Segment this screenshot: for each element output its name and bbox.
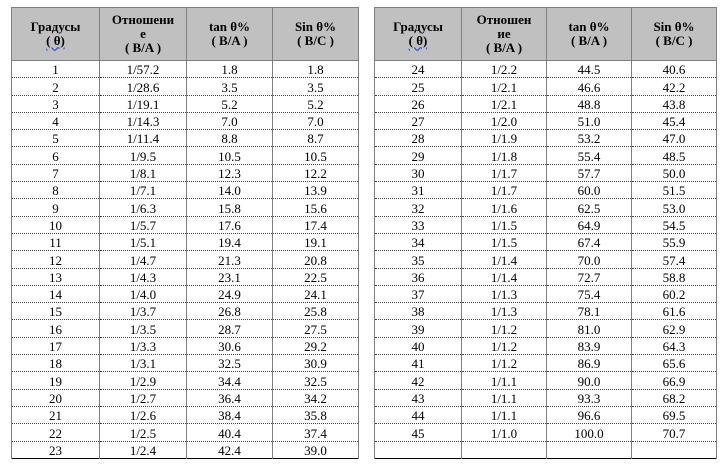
table-row bbox=[375, 268, 717, 285]
cell-tan: 60.0 bbox=[547, 182, 632, 199]
cell-tan: 75.4 bbox=[547, 285, 632, 302]
cell-tan: 34.4 bbox=[187, 372, 273, 389]
table-row bbox=[375, 216, 717, 233]
cell-tan: 67.4 bbox=[547, 233, 632, 250]
cell-sin: 47.0 bbox=[632, 130, 717, 147]
cell-sin: 58.8 bbox=[632, 268, 717, 285]
cell-ratio: 1/3.1 bbox=[100, 355, 187, 372]
header-tan-sub: ( B/A ) bbox=[570, 33, 608, 48]
table-row bbox=[12, 147, 359, 164]
cell-sin: 54.5 bbox=[632, 216, 717, 233]
cell-degrees: 29 bbox=[375, 147, 462, 164]
cell-tan: 3.5 bbox=[187, 78, 273, 95]
cell-tan: 14.0 bbox=[187, 182, 273, 199]
table-row bbox=[12, 216, 359, 233]
header-ratio-label-2: ие bbox=[497, 26, 511, 41]
table-row bbox=[375, 95, 717, 112]
header-tan bbox=[547, 8, 632, 61]
cell-degrees: 41 bbox=[375, 355, 462, 372]
cell-ratio: 1/1.1 bbox=[462, 372, 547, 389]
cell-degrees bbox=[375, 441, 462, 458]
cell-degrees: 8 bbox=[12, 182, 100, 199]
cell-degrees: 39 bbox=[375, 320, 462, 337]
cell-sin: 27.5 bbox=[273, 320, 359, 337]
cell-sin: 42.2 bbox=[632, 78, 717, 95]
header-sin-label: Sin θ% bbox=[653, 19, 695, 34]
cell-sin: 39.0 bbox=[273, 441, 359, 458]
cell-ratio: 1/11.4 bbox=[100, 130, 187, 147]
cell-tan: 90.0 bbox=[547, 372, 632, 389]
cell-sin: 61.6 bbox=[632, 303, 717, 320]
cell-tan: 8.8 bbox=[187, 130, 273, 147]
cell-sin: 40.6 bbox=[632, 61, 717, 78]
cell-ratio: 1/2.4 bbox=[100, 441, 187, 458]
cell-tan: 40.4 bbox=[187, 424, 273, 441]
cell-ratio: 1/1.1 bbox=[462, 406, 547, 423]
table-row bbox=[375, 130, 717, 147]
table-row bbox=[12, 389, 359, 406]
cell-tan: 72.7 bbox=[547, 268, 632, 285]
cell-ratio: 1/1.3 bbox=[462, 285, 547, 302]
cell-ratio: 1/1.7 bbox=[462, 164, 547, 181]
cell-tan: 30.6 bbox=[187, 337, 273, 354]
table-row bbox=[375, 424, 717, 441]
table-row bbox=[375, 355, 717, 372]
cell-ratio: 1/4.0 bbox=[100, 285, 187, 302]
cell-degrees: 12 bbox=[12, 251, 100, 268]
cell-degrees: 2 bbox=[12, 78, 100, 95]
cell-degrees: 9 bbox=[12, 199, 100, 216]
cell-degrees: 44 bbox=[375, 406, 462, 423]
cell-ratio: 1/2.1 bbox=[462, 78, 547, 95]
table-row bbox=[375, 320, 717, 337]
header-tan-sub: ( B/A ) bbox=[211, 33, 248, 48]
cell-ratio: 1/1.0 bbox=[462, 424, 547, 441]
header-ratio-sub: ( B/A ) bbox=[124, 40, 162, 55]
table-row bbox=[12, 320, 359, 337]
table-header-row bbox=[12, 8, 359, 61]
cell-sin: 7.0 bbox=[273, 112, 359, 129]
cell-degrees: 36 bbox=[375, 268, 462, 285]
cell-degrees: 6 bbox=[12, 147, 100, 164]
table-row bbox=[12, 182, 359, 199]
cell-tan: 44.5 bbox=[547, 61, 632, 78]
cell-sin: 32.5 bbox=[273, 372, 359, 389]
cell-degrees: 23 bbox=[12, 441, 100, 458]
table-row bbox=[375, 372, 717, 389]
table-row bbox=[12, 78, 359, 95]
cell-ratio bbox=[462, 441, 547, 458]
cell-tan: 36.4 bbox=[187, 389, 273, 406]
cell-degrees: 30 bbox=[375, 164, 462, 181]
cell-degrees: 18 bbox=[12, 355, 100, 372]
header-ratio bbox=[462, 8, 547, 61]
cell-sin: 57.4 bbox=[632, 251, 717, 268]
cell-ratio: 1/1.9 bbox=[462, 130, 547, 147]
table-row bbox=[12, 130, 359, 147]
cell-sin: 60.2 bbox=[632, 285, 717, 302]
cell-sin: 5.2 bbox=[273, 95, 359, 112]
cell-sin: 25.8 bbox=[273, 303, 359, 320]
cell-tan: 96.6 bbox=[547, 406, 632, 423]
cell-degrees: 34 bbox=[375, 233, 462, 250]
header-degrees-label: Градусы bbox=[30, 19, 81, 34]
cell-ratio: 1/57.2 bbox=[100, 61, 187, 78]
cell-degrees: 15 bbox=[12, 303, 100, 320]
header-ratio-sub: ( B/A ) bbox=[485, 40, 523, 55]
cell-tan: 93.3 bbox=[547, 389, 632, 406]
cell-ratio: 1/2.2 bbox=[462, 61, 547, 78]
cell-ratio: 1/9.5 bbox=[100, 147, 187, 164]
cell-tan: 70.0 bbox=[547, 251, 632, 268]
cell-sin: 45.4 bbox=[632, 112, 717, 129]
cell-sin: 8.7 bbox=[273, 130, 359, 147]
cell-ratio: 1/5.7 bbox=[100, 216, 187, 233]
table-header-row bbox=[375, 8, 717, 61]
cell-tan: 7.0 bbox=[187, 112, 273, 129]
cell-sin: 64.3 bbox=[632, 337, 717, 354]
cell-ratio: 1/1.5 bbox=[462, 216, 547, 233]
cell-tan: 15.8 bbox=[187, 199, 273, 216]
cell-sin: 30.9 bbox=[273, 355, 359, 372]
angle-table-right bbox=[374, 7, 717, 459]
table-row bbox=[375, 441, 717, 458]
header-tan bbox=[187, 8, 273, 61]
cell-tan: 78.1 bbox=[547, 303, 632, 320]
cell-tan: 1.8 bbox=[187, 61, 273, 78]
cell-degrees: 40 bbox=[375, 337, 462, 354]
header-degrees-symbol: ( θ) bbox=[46, 33, 65, 48]
cell-degrees: 14 bbox=[12, 285, 100, 302]
cell-tan: 5.2 bbox=[187, 95, 273, 112]
cell-degrees: 27 bbox=[375, 112, 462, 129]
cell-ratio: 1/1.7 bbox=[462, 182, 547, 199]
cell-ratio: 1/1.4 bbox=[462, 251, 547, 268]
cell-sin: 37.4 bbox=[273, 424, 359, 441]
cell-ratio: 1/1.6 bbox=[462, 199, 547, 216]
cell-degrees: 37 bbox=[375, 285, 462, 302]
table-row bbox=[375, 78, 717, 95]
table-row bbox=[12, 251, 359, 268]
cell-sin: 22.5 bbox=[273, 268, 359, 285]
cell-degrees: 13 bbox=[12, 268, 100, 285]
cell-ratio: 1/2.7 bbox=[100, 389, 187, 406]
cell-tan: 83.9 bbox=[547, 337, 632, 354]
cell-degrees: 26 bbox=[375, 95, 462, 112]
cell-degrees: 22 bbox=[12, 424, 100, 441]
cell-sin: 24.1 bbox=[273, 285, 359, 302]
table-row bbox=[12, 199, 359, 216]
cell-ratio: 1/28.6 bbox=[100, 78, 187, 95]
cell-ratio: 1/14.3 bbox=[100, 112, 187, 129]
table-row bbox=[375, 389, 717, 406]
cell-sin: 66.9 bbox=[632, 372, 717, 389]
cell-degrees: 28 bbox=[375, 130, 462, 147]
cell-sin bbox=[632, 441, 717, 458]
cell-tan: 21.3 bbox=[187, 251, 273, 268]
cell-sin: 50.0 bbox=[632, 164, 717, 181]
cell-degrees: 11 bbox=[12, 233, 100, 250]
cell-tan: 23.1 bbox=[187, 268, 273, 285]
cell-sin: 69.5 bbox=[632, 406, 717, 423]
header-tan-label: tan θ% bbox=[568, 19, 610, 34]
table-row bbox=[375, 112, 717, 129]
cell-sin: 35.8 bbox=[273, 406, 359, 423]
cell-ratio: 1/4.3 bbox=[100, 268, 187, 285]
cell-ratio: 1/2.0 bbox=[462, 112, 547, 129]
cell-ratio: 1/3.3 bbox=[100, 337, 187, 354]
table-row bbox=[12, 406, 359, 423]
table-row bbox=[12, 112, 359, 129]
header-ratio-label-2: е bbox=[140, 26, 146, 41]
header-degrees bbox=[12, 8, 100, 61]
cell-degrees: 35 bbox=[375, 251, 462, 268]
cell-ratio: 1/1.1 bbox=[462, 389, 547, 406]
cell-tan: 32.5 bbox=[187, 355, 273, 372]
cell-sin: 53.0 bbox=[632, 199, 717, 216]
cell-tan: 42.4 bbox=[187, 441, 273, 458]
cell-sin: 68.2 bbox=[632, 389, 717, 406]
cell-tan: 19.4 bbox=[187, 233, 273, 250]
cell-ratio: 1/8.1 bbox=[100, 164, 187, 181]
cell-ratio: 1/1.2 bbox=[462, 337, 547, 354]
cell-degrees: 42 bbox=[375, 372, 462, 389]
table-row bbox=[12, 285, 359, 302]
table-row bbox=[375, 251, 717, 268]
cell-ratio: 1/6.3 bbox=[100, 199, 187, 216]
table-row bbox=[375, 406, 717, 423]
cell-degrees: 45 bbox=[375, 424, 462, 441]
header-degrees-label: Градусы bbox=[393, 19, 443, 34]
cell-degrees: 10 bbox=[12, 216, 100, 233]
cell-tan: 17.6 bbox=[187, 216, 273, 233]
cell-tan: 26.8 bbox=[187, 303, 273, 320]
cell-degrees: 3 bbox=[12, 95, 100, 112]
cell-ratio: 1/4.7 bbox=[100, 251, 187, 268]
table-row bbox=[375, 285, 717, 302]
cell-degrees: 24 bbox=[375, 61, 462, 78]
cell-sin: 65.6 bbox=[632, 355, 717, 372]
angle-table-left bbox=[11, 7, 359, 459]
cell-tan: 86.9 bbox=[547, 355, 632, 372]
header-ratio-label-1: Отношен bbox=[476, 12, 532, 27]
table-row bbox=[375, 164, 717, 181]
header-sin bbox=[273, 8, 359, 61]
cell-tan: 28.7 bbox=[187, 320, 273, 337]
cell-ratio: 1/5.1 bbox=[100, 233, 187, 250]
table-row bbox=[12, 233, 359, 250]
cell-sin: 13.9 bbox=[273, 182, 359, 199]
cell-sin: 51.5 bbox=[632, 182, 717, 199]
table-row bbox=[12, 164, 359, 181]
header-degrees-symbol: ( θ) bbox=[408, 33, 428, 48]
table-body-left bbox=[12, 61, 359, 459]
table-row bbox=[12, 337, 359, 354]
table-row bbox=[12, 441, 359, 458]
cell-tan: 48.8 bbox=[547, 95, 632, 112]
cell-degrees: 32 bbox=[375, 199, 462, 216]
cell-tan: 62.5 bbox=[547, 199, 632, 216]
cell-degrees: 38 bbox=[375, 303, 462, 320]
cell-tan: 53.2 bbox=[547, 130, 632, 147]
cell-tan: 12.3 bbox=[187, 164, 273, 181]
cell-tan: 55.4 bbox=[547, 147, 632, 164]
cell-ratio: 1/2.9 bbox=[100, 372, 187, 389]
cell-sin: 48.5 bbox=[632, 147, 717, 164]
cell-tan: 46.6 bbox=[547, 78, 632, 95]
cell-sin: 17.4 bbox=[273, 216, 359, 233]
cell-tan: 51.0 bbox=[547, 112, 632, 129]
cell-degrees: 1 bbox=[12, 61, 100, 78]
cell-ratio: 1/7.1 bbox=[100, 182, 187, 199]
cell-ratio: 1/2.5 bbox=[100, 424, 187, 441]
cell-sin: 34.2 bbox=[273, 389, 359, 406]
cell-sin: 70.7 bbox=[632, 424, 717, 441]
cell-sin: 1.8 bbox=[273, 61, 359, 78]
table-row bbox=[375, 147, 717, 164]
cell-tan: 24.9 bbox=[187, 285, 273, 302]
cell-sin: 3.5 bbox=[273, 78, 359, 95]
table-row bbox=[12, 61, 359, 78]
header-sin bbox=[632, 8, 717, 61]
cell-ratio: 1/1.2 bbox=[462, 320, 547, 337]
header-degrees bbox=[375, 8, 462, 61]
cell-ratio: 1/1.3 bbox=[462, 303, 547, 320]
cell-sin: 19.1 bbox=[273, 233, 359, 250]
header-sin-sub: ( B/C ) bbox=[297, 33, 334, 48]
cell-tan: 81.0 bbox=[547, 320, 632, 337]
table-row bbox=[375, 233, 717, 250]
cell-degrees: 16 bbox=[12, 320, 100, 337]
cell-sin: 55.9 bbox=[632, 233, 717, 250]
table-row bbox=[12, 424, 359, 441]
cell-tan: 10.5 bbox=[187, 147, 273, 164]
cell-degrees: 25 bbox=[375, 78, 462, 95]
header-tan-label: tan θ% bbox=[208, 19, 251, 34]
cell-degrees: 17 bbox=[12, 337, 100, 354]
header-ratio-label-1: Отношени bbox=[111, 12, 175, 27]
cell-ratio: 1/2.6 bbox=[100, 406, 187, 423]
cell-degrees: 19 bbox=[12, 372, 100, 389]
table-row bbox=[375, 182, 717, 199]
table-row bbox=[12, 303, 359, 320]
header-ratio bbox=[100, 8, 187, 61]
cell-degrees: 31 bbox=[375, 182, 462, 199]
cell-ratio: 1/1.8 bbox=[462, 147, 547, 164]
table-row bbox=[12, 372, 359, 389]
cell-sin: 12.2 bbox=[273, 164, 359, 181]
cell-sin: 62.9 bbox=[632, 320, 717, 337]
cell-tan: 100.0 bbox=[547, 424, 632, 441]
cell-sin: 10.5 bbox=[273, 147, 359, 164]
cell-degrees: 43 bbox=[375, 389, 462, 406]
table-row bbox=[375, 303, 717, 320]
cell-ratio: 1/3.5 bbox=[100, 320, 187, 337]
table-row bbox=[12, 355, 359, 372]
cell-ratio: 1/2.1 bbox=[462, 95, 547, 112]
cell-degrees: 33 bbox=[375, 216, 462, 233]
header-sin-sub: ( B/C ) bbox=[655, 33, 693, 48]
cell-ratio: 1/1.4 bbox=[462, 268, 547, 285]
cell-tan: 57.7 bbox=[547, 164, 632, 181]
cell-degrees: 21 bbox=[12, 406, 100, 423]
cell-degrees: 20 bbox=[12, 389, 100, 406]
cell-ratio: 1/3.7 bbox=[100, 303, 187, 320]
table-body-right bbox=[375, 61, 717, 459]
table-row bbox=[375, 337, 717, 354]
table-row bbox=[375, 199, 717, 216]
cell-sin: 43.8 bbox=[632, 95, 717, 112]
header-sin-label: Sin θ% bbox=[294, 19, 337, 34]
table-row bbox=[12, 268, 359, 285]
cell-sin: 15.6 bbox=[273, 199, 359, 216]
cell-ratio: 1/19.1 bbox=[100, 95, 187, 112]
table-row bbox=[12, 95, 359, 112]
cell-tan: 64.9 bbox=[547, 216, 632, 233]
cell-ratio: 1/1.5 bbox=[462, 233, 547, 250]
cell-degrees: 4 bbox=[12, 112, 100, 129]
cell-degrees: 7 bbox=[12, 164, 100, 181]
cell-tan bbox=[547, 441, 632, 458]
table-row bbox=[375, 61, 717, 78]
cell-degrees: 5 bbox=[12, 130, 100, 147]
cell-sin: 20.8 bbox=[273, 251, 359, 268]
cell-sin: 29.2 bbox=[273, 337, 359, 354]
cell-ratio: 1/1.2 bbox=[462, 355, 547, 372]
cell-tan: 38.4 bbox=[187, 406, 273, 423]
